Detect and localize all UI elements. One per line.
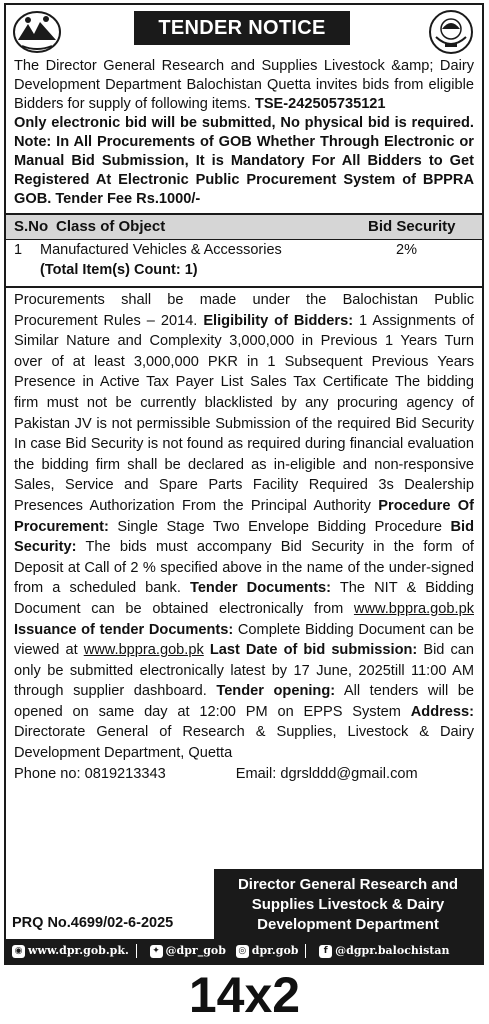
notice-body [6,288,482,784]
col-sno: S.No [14,218,49,235]
notice-header [6,5,482,57]
bid-security-heading: Bid Security: [14,518,474,556]
intro-paragraph [6,57,482,209]
row-sno: 1 [14,242,23,258]
prq-number: PRQ No.4699/02-6-2025 [12,915,174,931]
globe-icon: ◉ [12,945,25,958]
ad-size-label: 14x2 [188,967,301,1023]
intro-note: Only electronic bid will be submitted, No physical bid is required. Note: In All Procurements of GOB Whether Through Electronic or Manual Bid Submission, It is Mandatory For All Bidders to Get Registered At Electronic Public Procurement System of BPPRA GOB. Tender Fee Rs.1000/- [14,115,474,207]
twitter-icon: ✦ [150,945,163,958]
col-security: Bid Security [368,218,456,235]
row-class: Manufactured Vehicles & Accessories [40,242,282,258]
body-text: Single Stage Two Envelope Bidding Procedure [108,518,451,535]
body-text: Procurements shall be made under the Balochistan Public Procurement Rules – 2014. [14,292,474,329]
signatory-line: Supplies Livestock & Dairy [251,896,445,913]
facebook-handle[interactable]: @dgpr.balochistan [335,944,450,957]
tender-opening-heading: Tender opening: [216,683,336,700]
body-text: 1 Assignments of Similar Nature and Complexity 3,000,000 in Previous 1 Years Turn over of at least 3,000,000 PKR in 1 Subsequent Previous Years Presence in Active Tax Payer List Sales Tax Certificate The bidding firm must not be currently blacklisted by any procuring agency of Pakistan JV is not permissible Submission of the required Bid Security In case Bid Security is not found as required during financial evaluation the bidding firm shall be declared as in-eligible and non-responsive Sales, Service and Spare Parts Facility Required 3s Dealership Presences Authorization From the Principal Authority [14,312,474,514]
body-text: Complete Bidding Document can be viewed at [14,621,474,659]
body-text: Bid can only be submitted electronically latest by 17 June, 2025till 11:00 AM through supplier dashboard. [14,642,474,700]
instagram-icon: ◎ [236,945,249,958]
website-link[interactable]: www.dpr.gob.pk. [28,944,129,957]
tender-notice [4,3,484,965]
signatory-line: Development Department [257,916,439,933]
department-logo [12,10,62,54]
bppra-link[interactable]: www.bppra.gob.pk [83,642,204,659]
phone-number: Phone no: 0819213343 [14,765,166,782]
bppra-link[interactable]: www.bppra.gob.pk [353,600,474,617]
body-text: The NIT & Bidding Document can be obtained electronically from [14,580,474,617]
col-class: Class of Object [56,218,166,235]
body-text: All tenders will be opened on same day at 12:00 PM on EPPS System [14,683,474,720]
twitter-handle[interactable]: @dpr_gob [165,944,226,957]
email-address: Email: dgrslddd@gmail.com [235,765,418,782]
address-text: Directorate General of Research & Supplies, Livestock & Dairy Development Department, Quetta [14,724,474,762]
address-heading: Address: [410,703,474,720]
tender-documents-heading: Tender Documents: [189,580,331,597]
last-date-heading: Last Date of bid submission: [203,642,418,659]
social-bar [6,939,482,963]
instagram-handle[interactable]: dpr.gob [251,944,299,957]
eligibility-heading: Eligibility of Bidders: [203,312,354,329]
row-security: 2% [396,242,417,258]
notice-title: TENDER NOTICE [134,11,350,45]
government-seal [428,9,474,55]
row-count: (Total Item(s) Count: 1) [40,262,198,278]
notice-footer [6,867,482,939]
signatory-box [214,869,482,939]
procedure-heading: Procedure Of Procurement: [14,497,474,535]
intro-text: The Director General Research and Supplies Livestock &amp; Dairy Development Department Balochistan Quetta invites bids from eligible Bidders for supply of following items. [14,58,474,112]
tse-number: TSE-242505735121 [254,96,386,112]
facebook-icon: f [319,945,332,958]
table-row [6,240,482,286]
signatory-line: Director General Research and [237,876,459,893]
issuance-heading: Issuance of tender Documents: [14,621,234,638]
body-text: The bids must accompany Bid Security in the form of Deposit at Call of 2 % specified above in the name of the under-signed from a scheduled bank. [14,539,474,597]
items-table [6,213,482,288]
table-header [6,215,482,240]
